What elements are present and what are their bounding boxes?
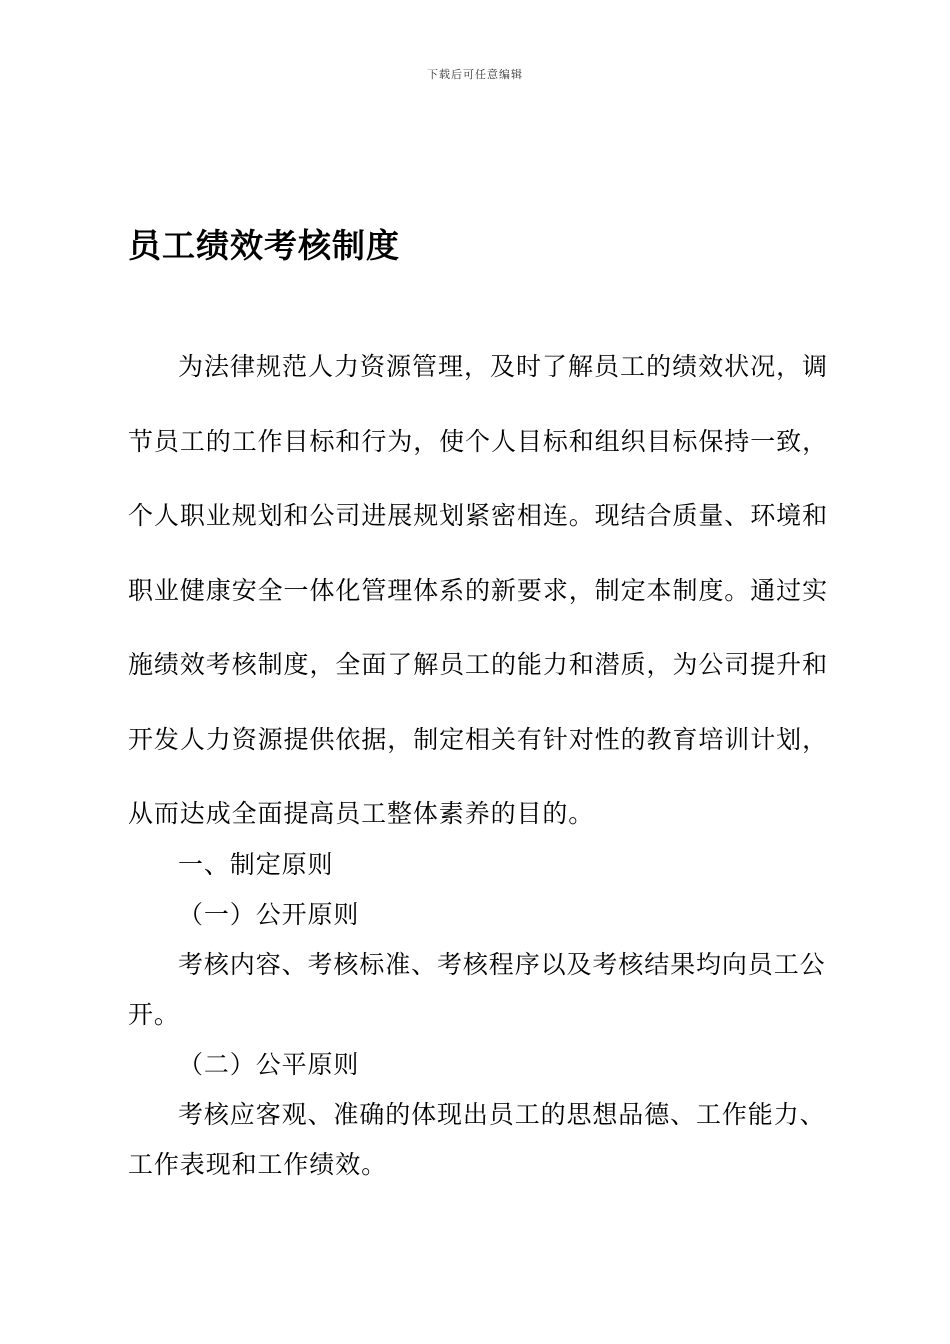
fairness-paragraph: 考核应客观、准确的体现出员工的思想品德、工作能力、工作表现和工作绩效。 xyxy=(128,1100,826,1179)
intro-paragraph: 为法律规范人力资源管理，及时了解员工的绩效状况，调节员工的工作目标和行为，使个人目标和组织目标保持一致，个人职业规划和公司进展规划紧密相连。现结合质量、环境和职业健康安全一体化管理体系的新要求，制定本制度。通过实施绩效考核制度，全面了解员工的能力和潜质，为公司提升和开发人力资源提供依据，制定相关有针对性的教育培训计划，从而达成全面提高员工整体素养的目的。 xyxy=(128,352,828,828)
subsection-heading-openness: （一）公开原则 xyxy=(178,900,360,929)
page-header-note: 下载后可任意编辑 xyxy=(427,68,523,81)
openness-paragraph: 考核内容、考核标准、考核程序以及考核结果均向员工公开。 xyxy=(128,950,826,1029)
section-heading-principles: 一、制定原则 xyxy=(178,850,334,879)
subsection-heading-fairness: （二）公平原则 xyxy=(178,1050,360,1079)
document-title: 员工绩效考核制度 xyxy=(128,226,400,265)
